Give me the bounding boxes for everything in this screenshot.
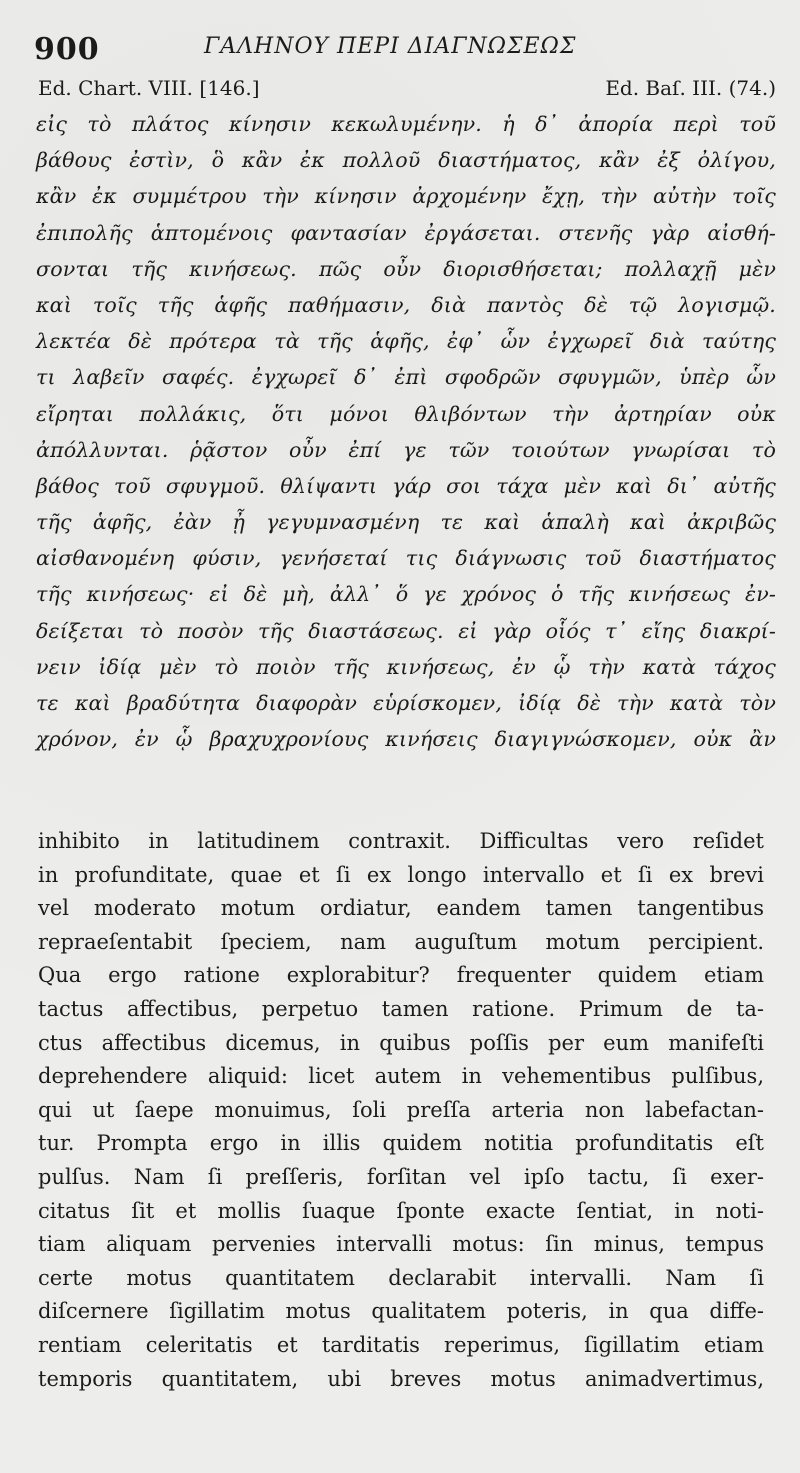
greek-line: βάθους ἐστὶν, ὃ κἂν ἐκ πολλοῦ διαστήματος, κἂν ἐξ ὀλίγου,	[36, 148, 776, 173]
latin-line: qui ut ſaepe monuimus, ſoli preſſa arteria non labefactan-	[38, 1097, 764, 1122]
latin-line: repraeſentabit ſpeciem, nam auguſtum motum percipient.	[38, 929, 764, 954]
greek-line: νειν ἰδίᾳ μὲν τὸ ποιὸν τῆς κινήσεως, ἐν ᾧ τὴν κατὰ τάχος	[36, 654, 776, 679]
greek-line: εἴρηται πολλάκις, ὅτι μόνοι θλιβόντων τὴν ἀρτηρίαν οὐκ	[36, 401, 776, 426]
latin-line: vel moderato motum ordiatur, eandem tamen tangentibus	[38, 896, 764, 921]
greek-text-column	[36, 106, 776, 757]
greek-line: ἀπόλλυνται. ῥᾷστον οὖν ἐπί γε τῶν τοιούτων γνωρίσαι τὸ	[36, 437, 776, 462]
greek-line: σονται τῆς κινήσεως. πῶς οὖν διορισθήσεται; πολλαχῇ μὲν	[36, 256, 776, 281]
latin-line: inhibito in latitudinem contraxit. Difficultas vero reſidet	[38, 829, 764, 853]
greek-line: καὶ τοῖς τῆς ἁφῆς παθήμασιν, διὰ παντὸς δὲ τῷ λογισμῷ.	[36, 292, 776, 317]
greek-line: αἰσθανομένη φύσιν, γενήσεταί τις διάγνωσις τοῦ διαστήματος	[36, 546, 776, 571]
greek-line: τε καὶ βραδύτητα διαφορὰν εὑρίσκομεν, ἰδίᾳ δὲ τὴν κατὰ τὸν	[36, 691, 776, 715]
edition-basel-reference: Ed. Baſ. III. (74.)	[605, 76, 776, 100]
greek-line: ἐπιπολῆς ἁπτομένοις φαντασίαν ἐργάσεται. στενῆς γὰρ αἰσθή-	[36, 220, 776, 245]
latin-line: in profunditate, quae et ſi ex longo intervallo et ſi ex brevi	[38, 862, 764, 887]
greek-line: βάθος τοῦ σφυγμοῦ. θλίψαντι γάρ σοι τάχα μὲν καὶ δι᾽ αὐτῆς	[36, 473, 776, 498]
latin-line: pulſus. Nam ſi preſſeris, forſitan vel ipſo tactu, ſi exer-	[38, 1164, 764, 1189]
greek-line: λεκτέα δὲ πρότερα τὰ τῆς ἁφῆς, ἐφ᾽ ὧν ἐγχωρεῖ διὰ ταύτης	[36, 329, 776, 354]
greek-line: εἰς τὸ πλάτος κίνησιν κεκωλυμένην. ἡ δ᾽ ἀπορία περὶ τοῦ	[36, 112, 776, 136]
greek-line: τι λαβεῖν σαφές. ἐγχωρεῖ δ᾽ ἐπὶ σφοδρῶν σφυγμῶν, ὑπὲρ ὧν	[36, 365, 776, 390]
latin-line: Qua ergo ratione explorabitur? frequenter quidem etiam	[38, 963, 764, 988]
latin-line: ctus affectibus dicemus, in quibus poſſis per eum manifeſti	[38, 1030, 764, 1055]
latin-line: diſcernere ſigillatim motus qualitatem poteris, in qua diffe-	[38, 1299, 764, 1324]
latin-line: deprehendere aliquid: licet autem in vehementibus pulſibus,	[38, 1064, 764, 1089]
greek-line: χρόνον, ἐν ᾧ βραχυχρονίους κινήσεις διαγιγνώσκομεν, οὐκ ἂν	[36, 727, 776, 752]
edition-chartier-reference: Ed. Chart. VIII. [146.]	[38, 76, 260, 100]
page-header	[34, 30, 774, 70]
greek-line: τῆς κινήσεως· εἰ δὲ μὴ, ἀλλ᾽ ὅ γε χρόνος ὁ τῆς κινήσεως ἐν-	[36, 582, 776, 607]
latin-line: tactus affectibus, perpetuo tamen ratione. Primum de ta-	[38, 996, 764, 1021]
latin-line: temporis quantitatem, ubi breves motus animadvertimus,	[38, 1366, 764, 1391]
latin-text-column	[38, 825, 764, 1396]
edition-references	[38, 76, 776, 106]
latin-line: tur. Prompta ergo in illis quidem notitia profunditatis eſt	[38, 1131, 764, 1156]
latin-line: citatus ſit et mollis ſuaque ſponte exacte ſentiat, in noti-	[38, 1198, 764, 1223]
latin-line: certe motus quantitatem declarabit intervalli. Nam ſi	[38, 1265, 764, 1290]
greek-line: τῆς ἁφῆς, ἐὰν ᾖ γεγυμνασμένη τε καὶ ἁπαλὴ καὶ ἀκριβῶς	[36, 510, 776, 535]
page-number: 900	[34, 32, 100, 67]
greek-line: δείξεται τὸ ποσὸν τῆς διαστάσεως. εἰ γὰρ οἷός τ᾽ εἴης διακρί-	[36, 618, 776, 643]
latin-line: rentiam celeritatis et tarditatis reperimus, ſigillatim etiam	[38, 1332, 764, 1357]
greek-line: κἂν ἐκ συμμέτρου τὴν κίνησιν ἀρχομένην ἔχῃ, τὴν αὐτὴν τοῖς	[36, 184, 776, 209]
running-title: ΓΑΛΗΝΟΥ ΠΕΡΙ ΔΙΑΓΝΩΣΕΩΣ	[204, 34, 577, 59]
latin-line: tiam aliquam pervenies intervalli motus: ſin minus, tempus	[38, 1232, 764, 1257]
